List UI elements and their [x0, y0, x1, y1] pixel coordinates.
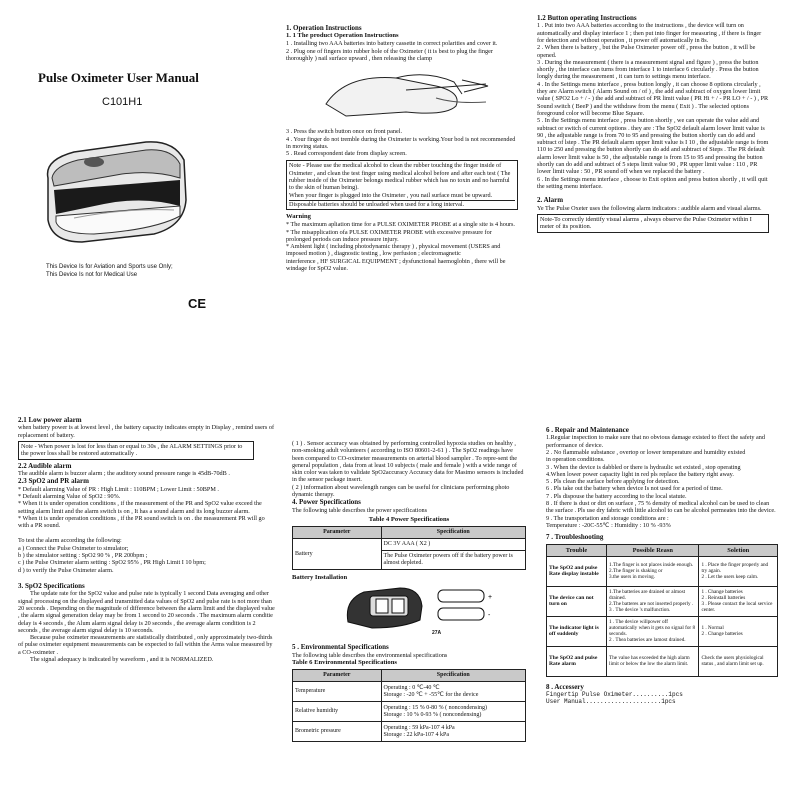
body-text: The audible alarm is buzzer alarm ; the auditory sound pressure range is 45dB-70dB . — [18, 470, 230, 477]
table-cell: Battery — [293, 539, 382, 570]
section-heading: 3. SpO2 Specifications — [18, 581, 85, 590]
body-text: ( 2 ) information about wavelength ranges can be useful for clinicians performing photo dynamic therapy. — [292, 483, 510, 499]
instruction-text: 6 . In the Settings menu interface , choose to Exit option and press button shortly , it will quit the setting menu interface. — [537, 175, 768, 190]
table-cell: 1 . The device willpower off automatically when it gets no signal for 8 seconds. 2 . Thea batteries are lamost drained. — [607, 616, 699, 646]
battery-label: 27A — [432, 630, 442, 637]
body-text: b ) the simulator setting : SpO2 90 % , PR 200bpm ; — [18, 552, 148, 560]
instruction-text: 1 . Put into two AAA batteries according to the instructions , the device will turn on automatically and display interface 1 ; then put into finger for measuring , if there is finger for detection and without operation , it power off automatically in 8s. — [537, 22, 762, 44]
section-heading: 4. Power Specifications — [292, 498, 361, 507]
table-header: Possible Reasn — [607, 544, 699, 556]
instruction-text: 5 . In the Settings menu interface , press button shortly , we can operate the value add and subtract or switch of current options . they are : The SpO2 default alarm lower limit value is 90 , the adjustable range is from 70 to 95 and pressing the button shortly can do add and subtract of lstep . The PR default alarm upper limit value is I 10 , the adjustable range is from 110 to 250 and pressing the button shortly can do add and subtract of Steps . The PR default alarm lower limit value is 50 , the adjustable range is from 15 to 95 and pressing the button shortly can do add and subtract of 5 steps limit value 90 , PR upper limit value : 110 , PR lower limit value : 50 , PR sound off when we replaced the battery . — [537, 117, 769, 176]
table-cell: The SpO2 and pulse Rate display instable — [547, 556, 607, 586]
cover-page — [0, 0, 270, 400]
table-header: Soletion — [699, 544, 778, 556]
body-text: * Default alarming Value of PR : High Limit : 110BPM ; Lower Limit : 50BPM . — [18, 485, 219, 493]
warning-text: * Ambient light ( including photodynamic therapy ) , physical movement (USERS and imposed motion ) , diagnostic testing , low perfusion ; electromagnetic — [286, 243, 501, 258]
instruction-text: 2 . When there is battery , but the Pulse Oximeter power off , press the button , it will be opened. — [537, 44, 756, 59]
body-text: when battery power is at lowest level , the battery capacity indicates empty in Display , remind users of replacement of battery. — [18, 424, 275, 439]
ce-mark: CE — [188, 296, 207, 311]
note-box: Note - Please use the medical alcohol to clean the rubber touching the finger inside of Oximeter , and clean the test finger using medical alcohol before and after each test ( The rubber inside of the Oximeter belongs medical rubber which has no toxin and no harmful to the skin of human being). When your finger is plugged into the Oximeter , you nail surface must be upward. Disposable batteries should be unloaded when used for a long interval. — [286, 160, 518, 210]
section-heading: 2.3 SpO2 and PR alarm — [18, 477, 89, 486]
operation-instructions-page — [286, 24, 518, 374]
table-cell: Temperature — [293, 682, 382, 702]
body-text: The following table describes the power specifications — [292, 506, 428, 514]
body-text: d ) to verify the Pulse Oximeter alarm. — [18, 566, 114, 574]
body-text: * Default alarming Value of SpO2 : 90%. — [18, 493, 121, 500]
step-text: 4 . Your finger do not tremble during the Oximeter is working.Your bod is not recommended in moving status. — [286, 135, 516, 150]
body-text: Temperature : -20C-55℃ : Humidity : 10 % -93% — [546, 521, 671, 529]
table-caption: Table 6 Environmental Specifications — [292, 659, 397, 667]
oximeter-illustration — [34, 130, 194, 250]
body-text: The update rate for the SpO2 value and pulse rate is typically 1 second Data averaging and other signal processing on the displayed and transmitted data values of SpO2 and pulse rate is not more than 20 seconds . Depending on the magnitude of difference between the alarm limit and the displayed value , the alarm signal generation delay may be from 1 second to 20 seconds . The maximum alarm conditie delay is 4 seconds , the Alum alarm signal delay is 20 seconds , the average alarm condition is 2 seconds , the average alarm signal delay is 10 seconds. — [18, 590, 275, 634]
body-text: To test the alarm according the following: — [18, 537, 122, 545]
table-cell: 1.The finger is not places inside enough. 2.The finger is shaking or 3.the users in moving. — [607, 556, 699, 586]
alarm-heading: 2. Alarm — [537, 196, 564, 205]
section-heading: 6 . Repair and Maintenance — [546, 426, 629, 434]
table-cell: 1 . Change batteries 2 . Reinstall batteries 3 . Please contact the local service center. — [699, 586, 778, 616]
power-environment-page — [292, 440, 526, 800]
body-text: * When it is under operation conditions , if the PR sound switch is on . the measurement PR will go with a PR sound. — [18, 514, 265, 530]
warning-heading: Warning — [286, 213, 311, 221]
environment-spec-table — [292, 669, 526, 742]
note-box: Note-To correctly identify visual alarms , always observe the Pulse Oximeter within I meter of its position. — [537, 214, 769, 233]
body-text: 2 . No flammable substance , overtop or lower temperature and humidity existed — [546, 449, 746, 456]
table-caption: Table 4 Power Specifications — [368, 516, 450, 524]
body-text: The signal adequacy is indicated by waveform , and it is NORMALIZED. — [30, 656, 214, 664]
body-text: a ) Connect the Pulse Oximeter to simulator; — [18, 544, 129, 552]
body-text: 7 . Pls dispouse the battery according to the local statute. — [546, 492, 687, 500]
table-cell: The value has exceeded the high alarm limit or below the low the alarm limit. — [607, 646, 699, 676]
table-header: Specification — [381, 527, 525, 539]
step-text: 1 . Installing two AAA batteries into battery cassette in correct polarities and cover it. — [286, 40, 498, 48]
table-cell: 1 . Place the finger properly and try again. 2 . Let the users keep calm. — [699, 556, 778, 586]
table-cell: Relative humidity — [293, 702, 382, 722]
instruction-text: 4 . In the Settings menu interface , press button longly , it can choose 8 options circularly , they are Alarm switch ( Alarm Sound on / of ) , the add and subtract of oxygen lower limit value ( SPO2 Lo + / - ) the add and subtract of PR limit value ( PR Hi + / - PR LO + / - ) , PR Sound switch ( BeeP ) and the withdraw from the menu ( Exit ) . The selected options foreground color will become Blue Square. — [537, 80, 769, 117]
table-row — [547, 586, 778, 616]
table-header: Specification — [381, 670, 525, 682]
section-heading: 7 . Troubleshooting — [546, 533, 604, 542]
body-text: 3 . When the device is dabbled or there is hydraulic set existed , stop operating — [546, 463, 741, 471]
table-header: Trouble — [547, 544, 607, 556]
section-heading: 1. Operation Instructions — [286, 24, 362, 32]
maintenance-troubleshooting-page — [546, 426, 778, 800]
section-heading: 2.2 Audible alarm — [18, 461, 72, 470]
battery-installation-heading: Battery Installation — [292, 574, 348, 582]
step-text: 3 . Press the switch button once on front panel. — [286, 128, 402, 136]
body-text: 1.Regular inspection to make sure that no obvious damage existed to ffect the safety and performance of device. — [546, 434, 765, 449]
warning-text: * The maximum apliation time for a PULSE OXIMETER PROBE at a single site is 4 hours. — [286, 221, 515, 229]
table-cell: Check the users physiological status , and alarm limit set up. — [699, 646, 778, 676]
table-header: Parameter — [293, 670, 382, 682]
warning-text: interference , HF SURGICAL EQUIPMENT ; dysfunctional haemoglobin , there will be windage for SpO2 value. — [286, 257, 506, 273]
usage-notice-2: This Device Is not for Medical Use — [46, 272, 138, 278]
body-text: * When it is under operation conditions , if the measurement of the PR and SpO2 value exceed the setting alarm limit and the alarm switch is on , It has a sound alarm and its long buzzer alarm. — [18, 500, 262, 515]
svg-text:+: + — [488, 594, 493, 602]
button-instructions-page — [537, 14, 769, 350]
body-text: 6 . Pls take out the battery when device Is not used for a period of time. — [546, 485, 723, 493]
power-spec-table — [292, 526, 526, 570]
table-row — [547, 646, 778, 676]
accessory-item: Fingertip Pulse Oximeter..........1pcs — [546, 691, 683, 699]
section-heading: 8 . Accessery — [546, 682, 584, 691]
table-cell: Operating : 15 % 0-80 % ( noncondensing) Storage : 10 % 0-93 % ( noncondensing) — [381, 702, 525, 722]
troubleshooting-table — [546, 544, 778, 677]
table-cell: The SpO2 and pulse Rate alarm — [547, 646, 607, 676]
section-heading: 5 . Environmental Specifications — [292, 643, 389, 652]
alarm-text: Ye The Pulse Oxeter uses the following alarm indicators : audible alarm and visual alarms. — [537, 204, 762, 212]
step-text: 5 . Read correspondent date from display screen. — [286, 150, 407, 158]
body-text: 4.When lower power capacity light in red pls replace the battery right away. — [546, 470, 734, 478]
body-text: c ) the Pulse Oximeter alarm setting : SpO2 95% , PR High Limit I 10 bpm; — [18, 559, 206, 567]
finger-insertion-illustration — [286, 64, 516, 126]
instruction-text: 3 . During the measurement ( there is a measurement signal and figure ) , press the button shortly , the interface can turns from interface 1 to interface 6 circularly . Press the button longly during the measurement , it can turn to settings menu interface. — [537, 58, 759, 81]
table-cell: The device can not turn on — [547, 586, 607, 616]
table-cell: Brometric pressure — [293, 722, 382, 742]
body-text: 8 . If there is dust or dirt on surface , 75 % density of medical alcohol can be used to clean the surface . Pls use dry fabric with little alcohol to can be alcohol permeates into the device. — [546, 500, 776, 515]
subsection-heading: 1. 1 The product Operation Instructions — [286, 32, 399, 40]
table-cell: DC 3V AAA ( X2 ) — [381, 539, 525, 551]
table-cell: The Pulse Oximeter powers off if the battery power is almost depleted. — [381, 551, 525, 570]
table-cell: Operating : 59 kPa-107 4 kPa Storage : 22 kPa-107 4 kPa — [381, 722, 525, 742]
table-row — [547, 616, 778, 646]
body-text: ( 1 ) . Sensor accuracy was obtained by performing controlled hypoxia studies on healthy , non-smoking adult volunteers ( according to ISO 80601-2-61 ) . The SpO2 readings have been compared to CO-oximeter measurements on arterial blood sampler . To repre-sent the general population , data from at least 10 subjects ( male and female ) with a wide range of skin color was taken to validate SpO2accuracy Accuracy data for Masimo sensors is included in the sensor package insert. — [292, 440, 524, 484]
table-cell: 1.The batteries are drained or almost drained. 2.The batteres are not inserted properly . 3 . The device 's malfunction. — [607, 586, 699, 616]
table-cell: Operating : 0 ℃-40 ℃ Storage : -20 ℃ + -55℃ for the device — [381, 682, 525, 702]
body-text: Because pulse oximeter measurements are statistically distributed , only approximately two-thirds of pulse oximeter equipment measurements can be expected to fall within the Arms value measured by a CO-oximeter . — [18, 634, 273, 656]
body-text: 5 . Pls clean the surface before applying for detection. — [546, 478, 680, 486]
model-number: C101H1 — [102, 96, 143, 108]
table-cell: The indicator light is off suddenly — [547, 616, 607, 646]
alarm-spec-page — [18, 416, 276, 800]
note-box: Note - When power is lost for less than or equal to 30s , the ALARM SETTINGS prior to the power loss shall be restored automatically . — [18, 441, 254, 460]
usage-notice-1: This Device Is for Aviation and Sports use Only; — [46, 264, 173, 270]
section-heading: 2.1 Low power alarm — [18, 416, 82, 424]
svg-text:-: - — [488, 612, 491, 620]
body-text: in operation conditions. — [546, 456, 605, 464]
section-heading: 1.2 Button operating Instructions — [537, 14, 637, 22]
warning-text: * The misapplication ofa PULSE OXIMETER PROBE with excessive pressure for prolonged periods can induce pressure injury. — [286, 228, 492, 243]
accessory-item: User Manual.....................1pcs — [546, 698, 676, 706]
table-row — [547, 556, 778, 586]
table-header: Parameter — [293, 527, 382, 539]
manual-title: Pulse Oximeter User Manual — [38, 70, 199, 85]
step-text: 2 . Plug one of fingers into rubber hole of the Oximeter ( it is best to plug the finger thoroughly ) nail surface upward , then releasing the clamp — [286, 47, 493, 62]
battery-installation-illustration — [342, 582, 502, 630]
body-text: The following table describes the environmental specifications — [292, 651, 448, 659]
table-cell: 1 . Normal 2 . Change batteries — [699, 616, 778, 646]
body-text: 9 . The transportation and storage conditions are : — [546, 514, 669, 522]
